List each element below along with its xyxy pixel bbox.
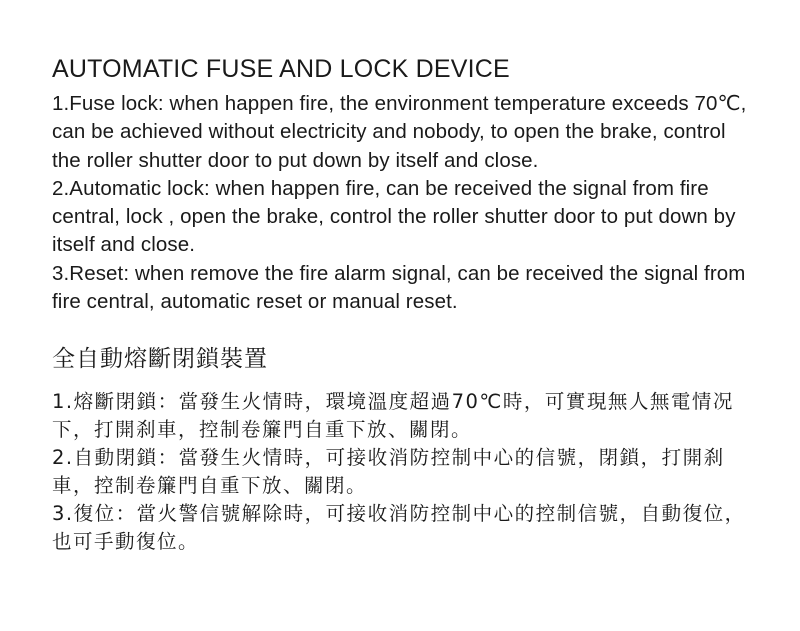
english-title: AUTOMATIC FUSE AND LOCK DEVICE xyxy=(52,55,510,83)
chinese-item-fuse-lock: 1.熔斷閉鎖：當發生火情時，環境溫度超過70℃時，可實現無人無電情况下，打開刹車，控制卷簾門自重下放、關閉。 xyxy=(52,390,734,442)
english-item-reset: 3.Reset: when remove the fire alarm signal, can be received the signal from fire central, automatic reset or manual reset. xyxy=(52,261,746,314)
english-item-automatic-lock: 2.Automatic lock: when happen fire, can be received the signal from fire central, lock , open the brake, control the roller shutter door to put down by itself and close. xyxy=(52,176,736,257)
chinese-item-reset: 3.復位：當火警信號解除時，可接收消防控制中心的控制信號，自動復位，也可手動復位。 xyxy=(52,502,746,554)
english-item-fuse-lock: 1.Fuse lock: when happen fire, the environment temperature exceeds 70℃, can be achieved without electricity and nobody, to open the brake, control the roller shutter door to put down by itself and close. xyxy=(52,92,747,172)
chinese-title: 全自動熔斷閉鎖裝置 xyxy=(52,346,268,373)
english-section xyxy=(52,54,752,316)
chinese-section xyxy=(52,344,752,556)
chinese-item-automatic-lock: 2.自動閉鎖：當發生火情時，可接收消防控制中心的信號，閉鎖，打開刹車，控制卷簾門自重下放、關閉。 xyxy=(52,446,725,498)
document-body xyxy=(52,54,752,556)
